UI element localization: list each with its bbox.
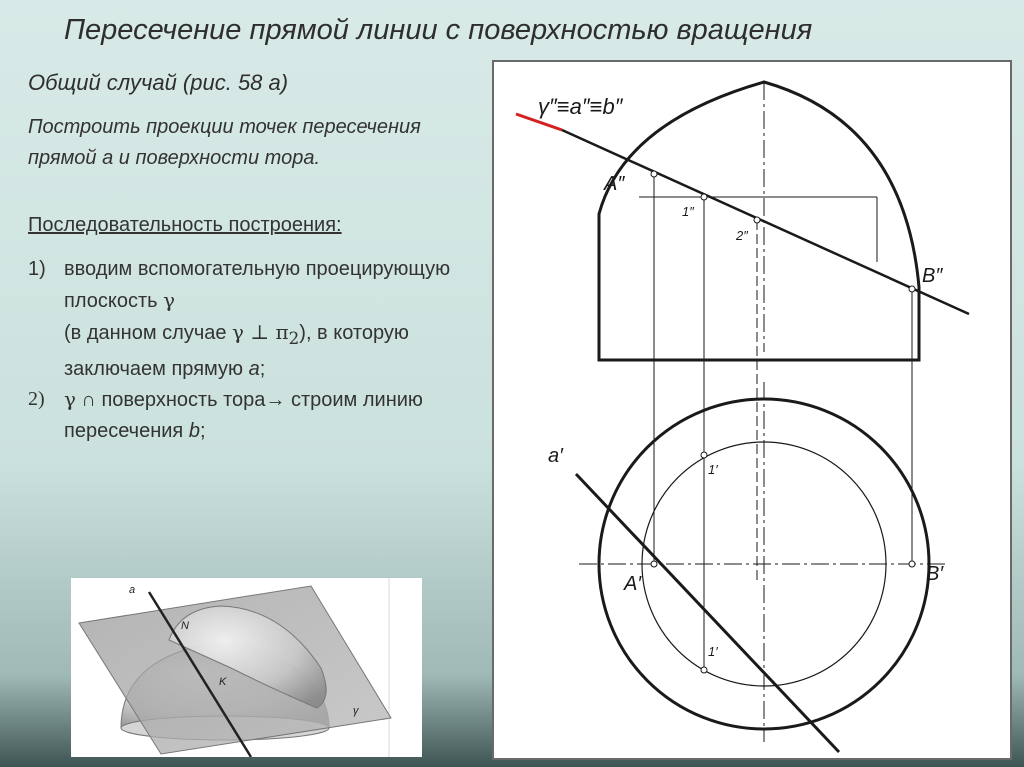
point-A2 bbox=[651, 171, 657, 177]
line-name: b bbox=[188, 420, 200, 442]
step-2-text-part: ; bbox=[199, 420, 206, 442]
point-1-top bbox=[701, 452, 707, 458]
gamma-symbol: γ bbox=[163, 288, 176, 312]
point-2-2 bbox=[754, 217, 760, 223]
label-K: K bbox=[219, 676, 227, 688]
step-2-number: 2) bbox=[28, 388, 45, 410]
line-a1 bbox=[576, 474, 839, 752]
label-N: N bbox=[181, 620, 189, 632]
label-gamma-a-b: γ″≡a″≡b″ bbox=[538, 94, 623, 119]
slide-title: Пересечение прямой линии с поверхностью вращения bbox=[64, 14, 813, 46]
point-A1 bbox=[651, 561, 657, 567]
label-1-bottom: 1′ bbox=[708, 644, 718, 659]
step-1-text-part: ; bbox=[259, 358, 266, 380]
label-1-2: 1″ bbox=[682, 204, 694, 219]
step-2-text bbox=[64, 384, 484, 447]
label-a: a bbox=[129, 584, 136, 596]
perpendicular-relation: γ ⊥ π bbox=[232, 320, 289, 344]
label-1-top: 1′ bbox=[708, 462, 718, 477]
point-1-2 bbox=[701, 194, 707, 200]
step-1-number: 1) bbox=[28, 258, 46, 280]
label-gamma: γ bbox=[353, 705, 359, 717]
step-2-text-part: ∩ поверхность тора→ строим линию пересечения bbox=[64, 389, 423, 442]
step-1-text-part: ), в которую заключаем прямую bbox=[64, 322, 409, 380]
step-1-text-part: (в данном случае bbox=[64, 322, 233, 344]
torus-3d-illustration bbox=[71, 578, 422, 757]
label-A2: A″ bbox=[604, 173, 625, 195]
projection-svg bbox=[494, 62, 1010, 758]
projection-drawing bbox=[492, 60, 1012, 760]
label-B2: B″ bbox=[922, 265, 943, 287]
point-B1 bbox=[909, 561, 915, 567]
label-a1: a′ bbox=[548, 445, 563, 467]
sequence-header: Последовательность построения: bbox=[28, 214, 342, 236]
gamma-symbol: γ bbox=[64, 387, 76, 411]
torus-3d-svg bbox=[71, 578, 422, 757]
point-1-bottom bbox=[701, 667, 707, 673]
label-2-2: 2″ bbox=[736, 228, 748, 243]
step-1-text-part: вводим вспомогательную проецирующую плоскость bbox=[64, 258, 451, 312]
label-A1: A′ bbox=[624, 573, 642, 595]
line-name: a bbox=[248, 358, 260, 380]
relation-subscript: 2 bbox=[288, 329, 300, 348]
task-text: Построить проекции точек пересечения прямой а и поверхности тора. bbox=[28, 116, 421, 169]
slide-subtitle: Общий случай (рис. 58 а) bbox=[28, 70, 289, 95]
label-B1: B′ bbox=[926, 563, 944, 585]
point-B2 bbox=[909, 286, 915, 292]
step-1-text bbox=[64, 254, 484, 385]
